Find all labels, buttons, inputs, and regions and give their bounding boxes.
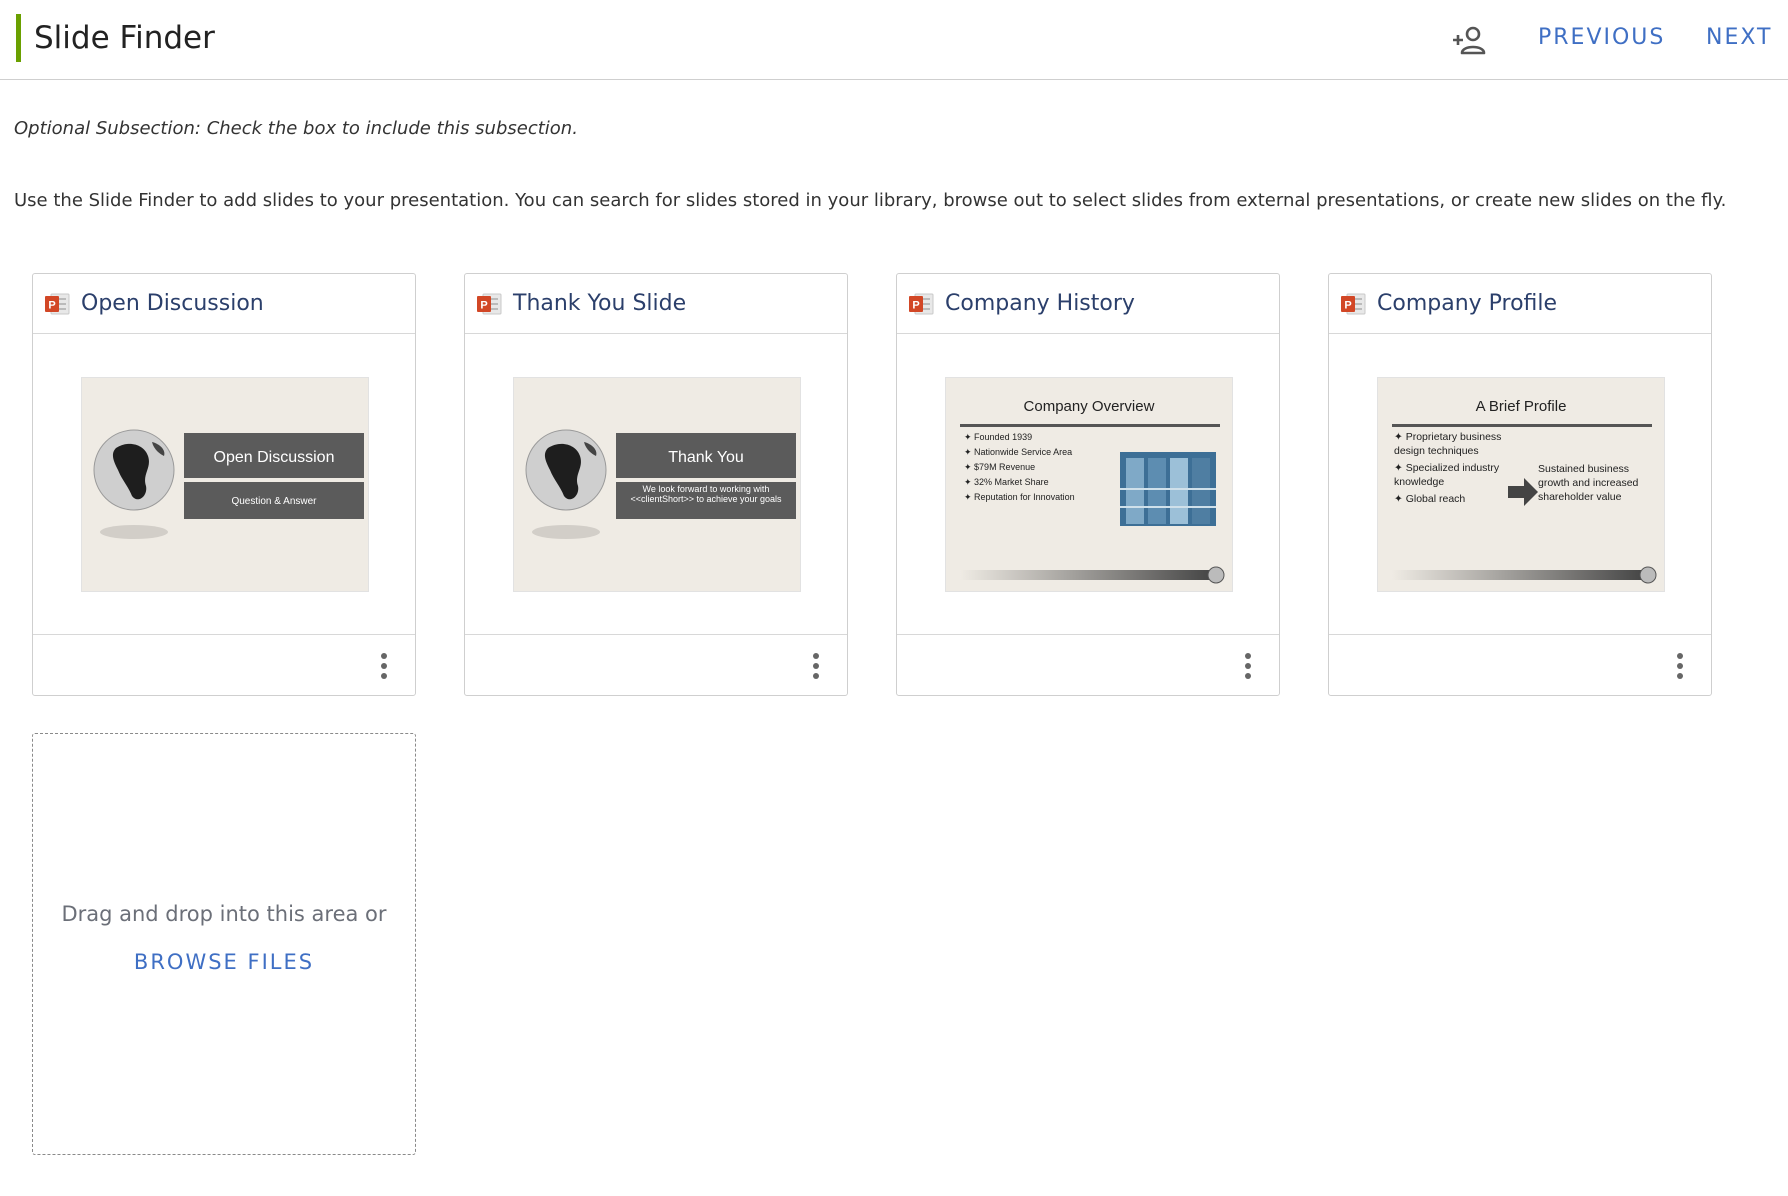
svg-text:✦ 32% Market Share: ✦ 32% Market Share — [964, 477, 1049, 487]
card-footer — [465, 634, 847, 696]
thumb-heading: A Brief Profile — [1475, 398, 1567, 415]
thumb-bullet: ✦ Specialized industry knowledge — [1394, 462, 1500, 488]
svg-text:✦ Reputation for Innovation: ✦ Reputation for Innovation — [964, 492, 1075, 502]
slide-preview — [82, 378, 368, 591]
powerpoint-icon — [476, 292, 502, 316]
slide-thumbnail[interactable] — [81, 377, 369, 592]
svg-text:P: P — [480, 299, 488, 312]
card-header — [33, 274, 415, 334]
page-title: Slide Finder — [34, 20, 215, 56]
card-footer — [897, 634, 1279, 696]
card-header — [1329, 274, 1711, 334]
next-button[interactable]: NEXT — [1706, 25, 1773, 50]
thumb-right-text: Sustained business growth and increased shareholder value — [1538, 463, 1639, 503]
slide-thumbnail[interactable] — [945, 377, 1233, 592]
powerpoint-icon — [44, 292, 70, 316]
svg-text:✦ Founded 1939: ✦ Founded 1939 — [964, 432, 1033, 442]
slide-thumbnail[interactable] — [513, 377, 801, 592]
file-dropzone[interactable] — [32, 733, 416, 1155]
intro-text: Use the Slide Finder to add slides to your presentation. You can search for slides stored in your library, browse out to select slides from external presentations, or create new slides on the fly. — [14, 190, 1727, 211]
thumb-subheading: We look forward to working with <<clientShort>> to achieve your goals — [630, 484, 782, 504]
card-header — [465, 274, 847, 334]
slide-card-company-profile[interactable] — [1328, 273, 1712, 696]
svg-text:✦ $79M Revenue: ✦ $79M Revenue — [964, 462, 1036, 472]
card-title[interactable]: Company Profile — [1377, 291, 1558, 316]
slide-card-company-history[interactable] — [896, 273, 1280, 696]
card-title[interactable]: Thank You Slide — [513, 291, 687, 316]
previous-button[interactable]: PREVIOUS — [1538, 25, 1666, 50]
svg-text:P: P — [912, 299, 920, 312]
slide-preview — [1378, 378, 1664, 591]
slide-preview — [946, 378, 1232, 591]
thumb-subheading: Question & Answer — [231, 496, 317, 507]
svg-text:P: P — [1344, 299, 1352, 312]
add-user-button[interactable] — [1448, 20, 1488, 60]
slide-preview — [514, 378, 800, 591]
thumb-heading: Company Overview — [1023, 398, 1155, 415]
thumb-bullet: ✦ Global reach — [1394, 493, 1466, 505]
card-title[interactable]: Open Discussion — [81, 291, 264, 316]
thumb-heading: Open Discussion — [213, 449, 335, 466]
card-footer — [1329, 634, 1711, 696]
top-bar — [0, 0, 1788, 80]
thumb-heading: Thank You — [668, 449, 744, 466]
more-options-icon[interactable] — [1675, 653, 1685, 681]
powerpoint-icon — [1340, 292, 1366, 316]
thumb-bullet: ✦ Proprietary business design techniques — [1394, 431, 1502, 457]
card-footer — [33, 634, 415, 696]
more-options-icon[interactable] — [1243, 653, 1253, 681]
more-options-icon[interactable] — [379, 653, 389, 681]
slide-card-open-discussion[interactable] — [32, 273, 416, 696]
add-user-icon — [1448, 20, 1488, 60]
more-options-icon[interactable] — [811, 653, 821, 681]
title-accent-bar — [16, 14, 21, 62]
card-title[interactable]: Company History — [945, 291, 1135, 316]
dropzone-text: Drag and drop into this area or — [61, 902, 387, 926]
card-header — [897, 274, 1279, 334]
browse-files-button[interactable]: BROWSE FILES — [133, 950, 315, 974]
slide-thumbnail[interactable] — [1377, 377, 1665, 592]
svg-text:P: P — [48, 299, 56, 312]
powerpoint-icon — [908, 292, 934, 316]
subsection-note: Optional Subsection: Check the box to include this subsection. — [14, 118, 578, 139]
svg-text:✦ Nationwide Service Area: ✦ Nationwide Service Area — [964, 447, 1073, 457]
slide-card-thank-you[interactable] — [464, 273, 848, 696]
